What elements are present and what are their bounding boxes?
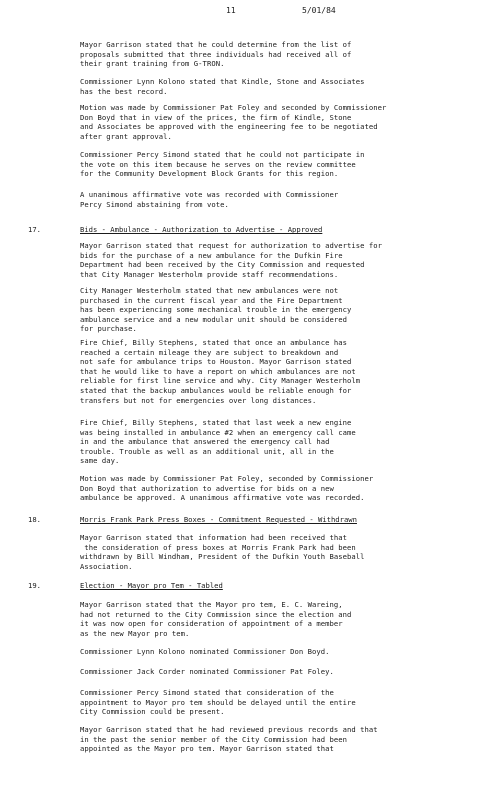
paragraph: Mayor Garrison stated that the Mayor pro tem, E. C. Wareing, had not returned to the City Commission since the election and it was now open for consideration of appointment of a member as the new Mayor pro tem.: [80, 600, 352, 638]
paragraph: Fire Chief, Billy Stephens, stated that last week a new engine was being installed in ambulance #2 when an emergency call came in and the ambulance that answered the emergency call had trouble. Trouble as well as an additional unit, all in the same day.: [80, 418, 356, 466]
paragraph: Motion was made by Commissioner Pat Foley and seconded by Commissioner Don Boyd that in view of the prices, the firm of Kindle, Stone and Associates be approved with the engineering fee to be negotiated after grant approval.: [80, 103, 387, 141]
item-title: Election - Mayor pro Tem - Tabled: [80, 581, 223, 590]
paragraph: Mayor Garrison stated that he had reviewed previous records and that in the past the senior member of the City Commission had been appointed as the Mayor pro tem. Mayor Garrison stated that: [80, 725, 378, 754]
page-date: 5/01/84: [302, 6, 336, 15]
item-title: Bids - Ambulance - Authorization to Advertise - Approved: [80, 225, 323, 234]
paragraph: City Manager Westerholm stated that new ambulances were not purchased in the current fiscal year and the Fire Department has been experiencing some mechanical trouble in the emergency ambulance service and a new modular unit should be considered for purchase.: [80, 286, 352, 334]
item-number: 18.: [28, 515, 41, 524]
page-number: 11: [226, 6, 236, 15]
paragraph: Commissioner Lynn Kolono nominated Commissioner Don Boyd.: [80, 647, 330, 656]
paragraph: Commissioner Jack Corder nominated Commissioner Pat Foley.: [80, 667, 334, 676]
paragraph: A unanimous affirmative vote was recorded with Commissioner Percy Simond abstaining from vote.: [80, 190, 339, 209]
agenda-item-17: [28, 225, 468, 236]
item-number: 17.: [28, 225, 41, 234]
paragraph: Commissioner Lynn Kolono stated that Kindle, Stone and Associates has the best record.: [80, 77, 365, 96]
paragraph: Mayor Garrison stated that request for authorization to advertise for bids for the purchase of a new ambulance for the Dufkin Fire Department had been received by the City Commission and requested that City Manager Westerholm provide staff recommendations.: [80, 241, 383, 279]
paragraph: Mayor Garrison stated that he could determine from the list of proposals submitted that three individuals had received all of their grant training from G-TRON.: [80, 40, 352, 69]
paragraph: Mayor Garrison stated that information had been received that the consideration of press boxes at Morris Frank Park had been withdrawn by Bill Windham, President of the Dufkin Youth Baseball Association.: [80, 533, 365, 571]
page-header: [0, 6, 484, 18]
paragraph: Motion was made by Commissioner Pat Foley, seconded by Commissioner Don Boyd that authorization to advertise for bids on a new ambulance be approved. A unanimous affirmative vote was recorded.: [80, 474, 374, 503]
paragraph: Fire Chief, Billy Stephens, stated that once an ambulance has reached a certain mileage they are subject to breakdown and not safe for ambulance trips to Houston. Mayor Garrison stated that he would like to have a report on which ambulances are not reliable for first line service and why. City Manager Westerholm stated that the backup ambulances would be reliable enough for transfers but not for emergencies over long distances.: [80, 338, 361, 405]
paragraph: Commissioner Percy Simond stated that consideration of the appointment to Mayor pro tem should be delayed until the entire City Commission could be present.: [80, 688, 356, 717]
item-title: Morris Frank Park Press Boxes - Commitment Requested - Withdrawn: [80, 515, 357, 524]
agenda-item-18: [28, 515, 468, 526]
agenda-item-19: [28, 581, 468, 592]
item-number: 19.: [28, 581, 41, 590]
paragraph: Commissioner Percy Simond stated that he could not participate in the vote on this item because he serves on the review committee for the Community Development Block Grants for this region.: [80, 150, 365, 179]
